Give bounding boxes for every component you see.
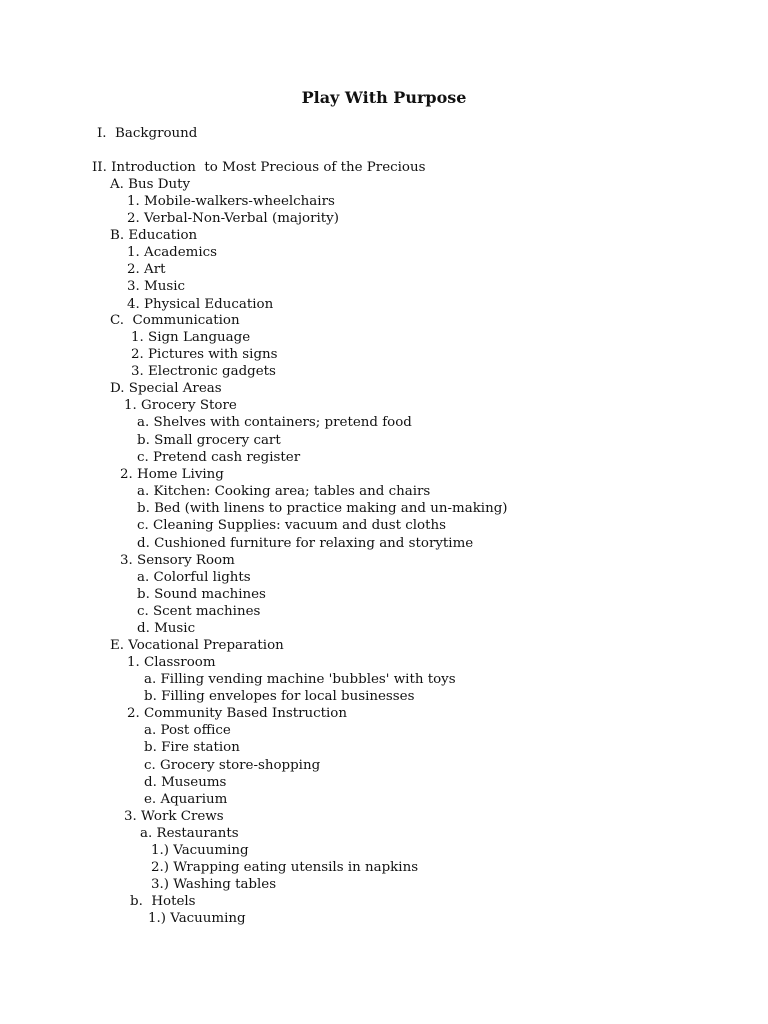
outline-line: a. Kitchen: Cooking area; tables and chairs [137,484,431,499]
outline-line: 1. Mobile-walkers-wheelchairs [127,194,335,209]
outline-line: c. Pretend cash register [137,450,301,465]
outline-line: a. Shelves with containers; pretend food [137,415,412,430]
outline-line: 2. Verbal-Non-Verbal (majority) [127,211,339,226]
outline-line: a. Restaurants [140,826,239,841]
outline-line: a. Post office [144,723,231,738]
outline-line: 3. Electronic gadgets [131,364,276,379]
outline-line: 1.) Vacuuming [148,911,246,926]
outline-line: d. Cushioned furniture for relaxing and storytime [137,536,474,551]
outline-line: c. Cleaning Supplies: vacuum and dust cloths [137,518,446,533]
outline-line: 1. Academics [127,245,218,260]
outline-line: 1. Grocery Store [124,398,237,413]
outline-line: 2. Home Living [120,467,224,482]
outline-line: c. Grocery store-shopping [144,758,321,773]
outline-line: b. Small grocery cart [137,433,281,448]
outline-line: a. Colorful lights [137,570,251,585]
outline-line: a. Filling vending machine 'bubbles' with toys [144,672,456,687]
outline-line: 3. Music [127,279,186,294]
outline-line: d. Museums [144,775,227,790]
outline-line: b. Filling envelopes for local businesses [144,689,415,704]
outline-line: E. Vocational Preparation [110,638,284,653]
outline-line: c. Scent machines [137,604,261,619]
outline-line: b. Bed (with linens to practice making and un-making) [137,501,508,516]
outline-line: 1.) Vacuuming [151,843,249,858]
outline-line: e. Aquarium [144,792,228,807]
outline-line: C. Communication [110,313,240,328]
outline-line: 2. Community Based Instruction [127,706,347,721]
outline-line: 2.) Wrapping eating utensils in napkins [151,860,419,875]
outline-line: b. Hotels [130,894,196,909]
outline-line: d. Music [137,621,196,636]
outline-line: 3.) Washing tables [151,877,277,892]
outline-line: 1. Sign Language [131,330,251,345]
outline-line: 4. Physical Education [127,297,274,312]
outline-line: 2. Pictures with signs [131,347,278,362]
outline-line: b. Sound machines [137,587,266,602]
outline-line: I. Background [97,126,198,141]
outline-line: II. Introduction to Most Precious of the Precious [92,160,426,175]
outline-line: 3. Work Crews [124,809,224,824]
outline-line: A. Bus Duty [110,177,191,192]
outline-line: 2. Art [127,262,166,277]
outline-line: 3. Sensory Room [120,553,235,568]
outline-line: D. Special Areas [110,381,222,396]
outline-line: b. Fire station [144,740,240,755]
outline-line: B. Education [110,228,198,243]
outline-line: 1. Classroom [127,655,216,670]
document-title: Play With Purpose [301,88,467,107]
